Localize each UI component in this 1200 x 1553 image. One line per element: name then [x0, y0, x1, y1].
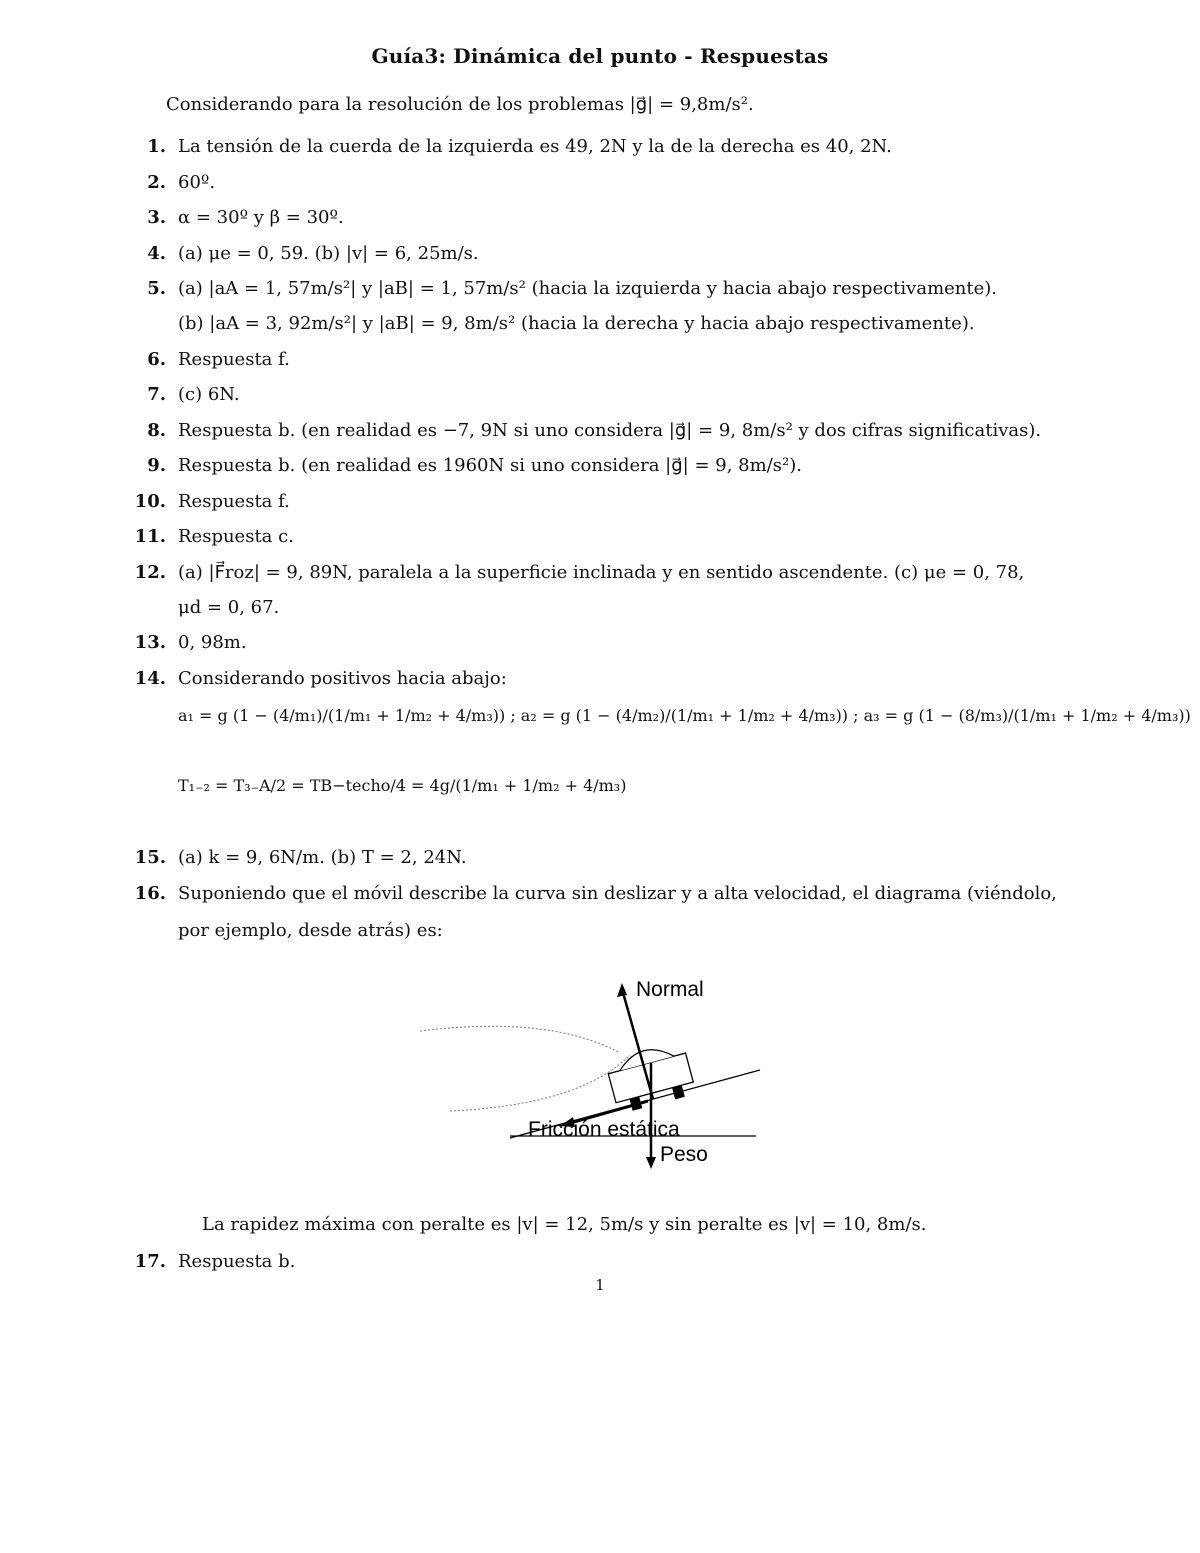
answer-number: 4.: [147, 243, 166, 264]
answer-number: 11.: [134, 526, 166, 547]
label-friction: Fricción estática: [528, 1118, 680, 1141]
force-diagram: [410, 975, 770, 1175]
answer-text: (c) 6N.: [178, 384, 240, 405]
answer-text: (a) |aA = 1, 57m/s²| y |aB| = 1, 57m/s² (hacia la izquierda y hacia abajo respectivamente).: [178, 278, 998, 299]
page-title: Guía3: Dinámica del punto - Respuestas: [371, 44, 829, 68]
answer-text: Respuesta b.: [178, 1251, 296, 1272]
label-weight: Peso: [660, 1143, 708, 1166]
answer-text: 0, 98m.: [178, 632, 247, 653]
answer-text: α = 30º y β = 30º.: [178, 207, 344, 228]
intro-text: Considerando para la resolución de los problemas |g⃗| = 9,8m/s².: [166, 94, 754, 115]
answer-text: (a) k = 9, 6N/m. (b) T = 2, 24N.: [178, 847, 467, 868]
answer-number: 5.: [147, 278, 166, 299]
force-diagram-svg: [410, 975, 770, 1175]
speed-result: La rapidez máxima con peralte es |v| = 12, 5m/s y sin peralte es |v| = 10, 8m/s.: [202, 1214, 927, 1235]
answer-number: 7.: [147, 384, 166, 405]
answer-number: 12.: [134, 562, 166, 583]
answer-number: 8.: [147, 420, 166, 441]
answer-text: Suponiendo que el móvil describe la curva sin deslizar y a alta velocidad, el diagrama (viéndolo,: [178, 883, 1057, 904]
equation-accelerations: a₁ = g (1 − (4/m₁)/(1/m₁ + 1/m₂ + 4/m₃)) ; a₂ = g (1 − (4/m₂)/(1/m₁ + 1/m₂ + 4/m₃)) ; a₃ = g (1 − (8/m₃)/(1/m₁ + 1/m₂ + 4/m₃)): [178, 706, 1191, 725]
answer-number: 10.: [134, 491, 166, 512]
answer-number: 16.: [134, 883, 166, 904]
answer-number: 17.: [134, 1251, 166, 1272]
answer-number: 14.: [134, 668, 166, 689]
answer-text: Respuesta f.: [178, 491, 290, 512]
answer-text: Considerando positivos hacia abajo:: [178, 668, 507, 689]
answer-text: Respuesta b. (en realidad es −7, 9N si uno considera |g⃗| = 9, 8m/s² y dos cifras significativas).: [178, 420, 1042, 441]
arrow-head-icon: [617, 983, 627, 997]
answer-text: (a) μe = 0, 59. (b) |v| = 6, 25m/s.: [178, 243, 479, 264]
answer-continuation: (b) |aA = 3, 92m/s²| y |aB| = 9, 8m/s² (hacia la derecha y hacia abajo respectivamente).: [178, 313, 975, 334]
trajectory-curve: [420, 1026, 620, 1053]
answer-number: 1.: [147, 136, 166, 157]
answer-number: 2.: [147, 172, 166, 193]
label-normal: Normal: [636, 978, 704, 1001]
answer-text: La tensión de la cuerda de la izquierda es 49, 2N y la de la derecha es 40, 2N.: [178, 136, 892, 157]
answer-text: Respuesta c.: [178, 526, 294, 547]
answer-number: 3.: [147, 207, 166, 228]
answer-number: 6.: [147, 349, 166, 370]
answer-text: Respuesta f.: [178, 349, 290, 370]
answer-number: 15.: [134, 847, 166, 868]
answer-continuation: μd = 0, 67.: [178, 597, 280, 618]
trajectory-curve: [450, 1055, 630, 1111]
answer-number: 9.: [147, 455, 166, 476]
answer-text: Respuesta b. (en realidad es 1960N si uno considera |g⃗| = 9, 8m/s²).: [178, 455, 802, 476]
arrow-head-icon: [646, 1157, 656, 1169]
answer-continuation: por ejemplo, desde atrás) es:: [178, 920, 443, 941]
page-number: 1: [595, 1276, 605, 1294]
answer-text: 60º.: [178, 172, 216, 193]
equation-tensions: T₁₋₂ = T₃₋A/2 = TB−techo/4 = 4g/(1/m₁ + 1/m₂ + 4/m₃): [178, 776, 627, 795]
answer-text: (a) |F⃗roz| = 9, 89N, paralela a la superficie inclinada y en sentido ascendente. (c) μe = 0, 78,: [178, 562, 1025, 583]
answer-number: 13.: [134, 632, 166, 653]
